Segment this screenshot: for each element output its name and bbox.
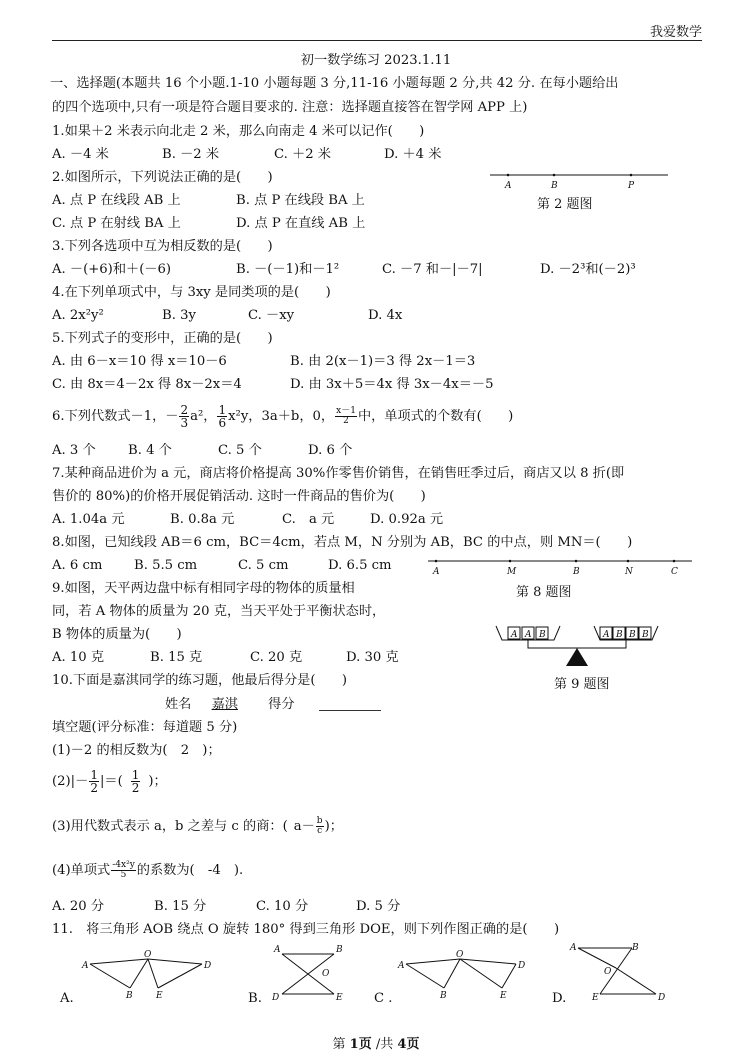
q6-option-d: D. 6 个 bbox=[308, 443, 353, 458]
q10-item2-answer: $\frac{1}{2}$ bbox=[131, 768, 140, 795]
q10-option-c: C. 10 分 bbox=[256, 899, 309, 914]
q10-item2-b: |＝( bbox=[99, 774, 123, 789]
q9-line1: 9.如图，天平两边盘中标有相同字母的物体的质量相 bbox=[52, 581, 355, 596]
q10-option-a: A. 20 分 bbox=[52, 899, 105, 914]
q2-option-d: D. 点 P 在直线 AB 上 bbox=[236, 216, 366, 231]
q11-b-label-a: A bbox=[274, 945, 281, 955]
q3-stem: 3.下列各选项中互为相反数的是( ) bbox=[52, 239, 273, 254]
q9-right-box-4-label: B bbox=[642, 630, 649, 640]
q10-score-blank bbox=[319, 698, 381, 711]
q9-right-box-2-label: B bbox=[616, 630, 623, 640]
q11-a-label-a: A bbox=[82, 961, 89, 971]
q11-d-seg bbox=[578, 948, 616, 968]
q11-b-label-o: O bbox=[322, 969, 330, 979]
q11-c-label-e: E bbox=[500, 991, 507, 1001]
q2-figure bbox=[490, 168, 670, 192]
q8-label-n: N bbox=[625, 567, 633, 577]
q9-caption: 第 9 题图 bbox=[554, 677, 610, 692]
q6-option-a: A. 3 个 bbox=[52, 443, 96, 458]
q10-item4-b: 的系数为( -4 ). bbox=[136, 863, 244, 878]
q7-option-a: A. 1.04a 元 bbox=[52, 512, 125, 527]
section-intro-line1: 一、选择题(本题共 16 个小题.1-10 小题每题 3 分,11-16 小题每题 2 分,共 42 分. 在每小题给出 bbox=[50, 76, 619, 91]
q11-d-label-e: E bbox=[592, 993, 599, 1003]
q10-option-b: B. 15 分 bbox=[154, 899, 207, 914]
q11-c-seg bbox=[406, 959, 460, 964]
q8-option-b: B. 5.5 cm bbox=[134, 558, 198, 573]
q2-stem: 2.如图所示，下列说法正确的是( ) bbox=[52, 170, 273, 185]
q9-option-d: D. 30 克 bbox=[346, 650, 399, 665]
footer-prefix: 第 bbox=[332, 1037, 350, 1052]
q7-line2: 售价的 80%)的价格开展促销活动. 这时一件商品的售价为( ) bbox=[52, 489, 426, 504]
q11-a-seg bbox=[90, 959, 148, 964]
q11-d-label-o: O bbox=[604, 967, 612, 977]
q8-label-c: C bbox=[671, 567, 678, 577]
q1-option-c: C. ＋2 米 bbox=[274, 147, 331, 162]
footer-total-prefix: /共 bbox=[371, 1037, 398, 1052]
q6-fraction-3: $\frac{x-1}{2}$ bbox=[336, 406, 356, 426]
q10-score-label: 得分 bbox=[268, 697, 295, 712]
q3-option-b: B. －(－1)和－1² bbox=[236, 262, 340, 277]
q11-c-seg bbox=[406, 964, 444, 988]
q11-a-label-e: E bbox=[156, 991, 163, 1001]
q10-item3-a: (3)用代数式表示 a，b 之差与 c 的商：( bbox=[52, 819, 288, 834]
q9-left-box-3-label: B bbox=[539, 630, 546, 640]
q10-item3-b: a－ bbox=[293, 819, 315, 834]
q1-option-b: B. －2 米 bbox=[162, 147, 220, 162]
q10-option-d: D. 5 分 bbox=[356, 899, 401, 914]
q2-option-c: C. 点 P 在射线 BA 上 bbox=[52, 216, 181, 231]
q10-item2-a: (2)|－ bbox=[52, 774, 89, 789]
q11-c-seg bbox=[460, 959, 516, 964]
header-text: 我爱数学 bbox=[649, 25, 702, 40]
q11-c-label-a: A bbox=[398, 961, 405, 971]
q9-beam bbox=[528, 640, 626, 648]
q10-item1: (1)－2 的相反数为( 2 )； bbox=[52, 743, 221, 758]
q2-point-a bbox=[507, 174, 510, 177]
q2-option-a: A. 点 P 在线段 AB 上 bbox=[52, 193, 181, 208]
q7-option-d: D. 0.92a 元 bbox=[370, 512, 444, 527]
q9-right-box-1-label: A bbox=[603, 630, 610, 640]
q5-option-c: C. 由 8x＝4－2x 得 8x－2x＝4 bbox=[52, 377, 242, 392]
footer-page-number: 1 bbox=[349, 1037, 359, 1052]
q2-label-p: P bbox=[628, 181, 635, 191]
q9-left-box-2-label: A bbox=[525, 630, 532, 640]
q11-d-label-d: D bbox=[658, 993, 666, 1003]
q11-option-c-label: C . bbox=[374, 991, 393, 1006]
q9-fulcrum bbox=[566, 648, 588, 666]
q10-item3-fraction: $\frac{b}{c}$ bbox=[316, 816, 323, 836]
q7-line1: 7.某种商品进价为 a 元，商店将价格提高 30%作零售价销售，在销售旺季过后，商店又以 8 折(即 bbox=[52, 466, 625, 481]
footer-total-unit: 页 bbox=[406, 1037, 420, 1052]
q10-fill-title: 填空题(评分标准：每道题 5 分) bbox=[52, 720, 238, 735]
q11-figure-a bbox=[82, 950, 212, 1000]
q10-item2-c: )； bbox=[148, 774, 167, 789]
q4-option-d: D. 4x bbox=[368, 308, 403, 323]
q9-line3: B 物体的质量为( ) bbox=[52, 627, 182, 642]
q2-point-p bbox=[630, 174, 633, 177]
page-header bbox=[52, 0, 702, 41]
q4-stem: 4.在下列单项式中，与 3xy 是同类项的是( ) bbox=[52, 285, 331, 300]
q3-option-c: C. －7 和－|－7| bbox=[382, 262, 483, 277]
q9-balance-figure bbox=[494, 622, 666, 672]
q3-option-a: A. －(+6)和＋(－6) bbox=[52, 262, 172, 277]
q8-point-n bbox=[627, 560, 630, 563]
q10-item4 bbox=[52, 858, 243, 884]
q8-point-b bbox=[575, 560, 578, 563]
q9-right-box-3-label: B bbox=[629, 630, 636, 640]
q9-option-b: B. 15 克 bbox=[150, 650, 203, 665]
q1-option-d: D. ＋4 米 bbox=[384, 147, 442, 162]
footer-total-pages: 4 bbox=[397, 1037, 407, 1052]
q8-option-a: A. 6 cm bbox=[52, 558, 103, 573]
q2-label-b: B bbox=[551, 181, 558, 191]
q1-stem: 1.如果＋2 米表示向北走 2 米，那么向南走 4 米可以记作( ) bbox=[52, 124, 425, 139]
q6-option-c: C. 5 个 bbox=[218, 443, 262, 458]
q10-name-label: 姓名 bbox=[165, 697, 192, 712]
q10-item4-a: (4)单项式 bbox=[52, 863, 111, 878]
q6-stem-b: a²， bbox=[190, 409, 217, 424]
q11-c-seg bbox=[444, 959, 460, 988]
q2-option-b: B. 点 P 在线段 BA 上 bbox=[236, 193, 365, 208]
q11-d-label-a: A bbox=[570, 943, 577, 953]
q6-stem-a: 6.下列代数式－1，－ bbox=[52, 409, 179, 424]
q11-b-label-e: E bbox=[336, 993, 343, 1003]
q5-option-b: B. 由 2(x－1)＝3 得 2x－1＝3 bbox=[290, 354, 476, 369]
q5-option-d: D. 由 3x＋5＝4x 得 3x－4x＝－5 bbox=[290, 377, 494, 392]
q11-b-label-d: D bbox=[272, 993, 280, 1003]
q11-c-label-o: O bbox=[456, 950, 464, 960]
q11-option-d-label: D. bbox=[552, 991, 567, 1006]
q11-option-a-label: A. bbox=[60, 991, 74, 1006]
page-footer bbox=[0, 1036, 752, 1054]
q11-a-seg bbox=[148, 959, 202, 964]
q4-option-b: B. 3y bbox=[162, 308, 196, 323]
q4-option-c: C. －xy bbox=[248, 308, 295, 323]
q8-label-m: M bbox=[507, 567, 517, 577]
q8-stem: 8.如图，已知线段 AB＝6 cm，BC＝4cm，若点 M，N 分别为 AB，BC 的中点，则 MN＝( ) bbox=[52, 535, 633, 550]
q11-c-label-d: D bbox=[518, 961, 526, 971]
q1-option-a: A. －4 米 bbox=[52, 147, 109, 162]
q11-a-label-d: D bbox=[204, 961, 212, 971]
q11-c-seg bbox=[460, 959, 502, 988]
q11-a-seg bbox=[130, 959, 148, 988]
q2-label-a: A bbox=[505, 181, 512, 191]
q8-point-a bbox=[435, 560, 438, 563]
q8-figure bbox=[428, 556, 693, 578]
q11-figure-d bbox=[570, 940, 670, 1002]
q8-point-c bbox=[673, 560, 676, 563]
q10-item4-fraction: $\frac{\text{-4x²y}}{5}$ bbox=[112, 860, 135, 880]
q9-option-a: A. 10 克 bbox=[52, 650, 105, 665]
q8-option-d: D. 6.5 cm bbox=[328, 558, 392, 573]
q11-option-b-label: B. bbox=[248, 991, 262, 1006]
q11-d-label-b: B bbox=[632, 943, 639, 953]
q8-label-b: B bbox=[573, 567, 580, 577]
q10-item3 bbox=[52, 814, 343, 840]
q11-c-seg bbox=[502, 964, 516, 988]
q6-fraction-1: $\frac{2}{3}$ bbox=[180, 403, 189, 430]
q10-stem: 10.下面是嘉淇同学的练习题，他最后得分是( ) bbox=[52, 673, 348, 688]
q10-item2-fraction: $\frac{1}{2}$ bbox=[90, 768, 98, 795]
q10-name-value: 嘉淇 bbox=[211, 697, 238, 712]
q11-b-label-b: B bbox=[336, 945, 343, 955]
q7-option-c: C. a 元 bbox=[282, 512, 335, 527]
q5-option-a: A. 由 6－x＝10 得 x＝10－6 bbox=[52, 354, 227, 369]
footer-page-unit: 页 bbox=[358, 1037, 372, 1052]
q11-a-seg bbox=[90, 964, 130, 988]
q6-stem-d: 中，单项式的个数有( ) bbox=[357, 409, 514, 424]
page-title: 初一数学练习 2023.1.11 bbox=[300, 53, 452, 68]
q8-option-c: C. 5 cm bbox=[238, 558, 289, 573]
q11-c-label-b: B bbox=[440, 991, 447, 1001]
q11-a-label-o: O bbox=[144, 950, 152, 960]
q11-a-seg bbox=[148, 959, 158, 988]
q10-name-row bbox=[165, 696, 381, 714]
q11-d-seg bbox=[616, 968, 656, 994]
q10-item3-c: )； bbox=[324, 819, 343, 834]
q11-figure-b bbox=[268, 942, 358, 1002]
q3-option-d: D. －2³和(－2)³ bbox=[540, 262, 636, 277]
q9-left-box-1-label: A bbox=[511, 630, 518, 640]
q6-stem-c: x²y，3a＋b，0， bbox=[228, 409, 335, 424]
q9-option-c: C. 20 克 bbox=[250, 650, 303, 665]
q9-line2: 同，若 A 物体的质量为 20 克，当天平处于平衡状态时， bbox=[52, 604, 386, 619]
q10-item2 bbox=[52, 768, 167, 796]
q4-option-a: A. 2x²y² bbox=[52, 308, 104, 323]
q11-a-seg bbox=[158, 964, 202, 988]
q8-label-a: A bbox=[433, 567, 440, 577]
q11-a-label-b: B bbox=[126, 991, 133, 1001]
q6-stem bbox=[52, 404, 513, 430]
q8-point-m bbox=[509, 560, 512, 563]
q5-stem: 5.下列式子的变形中，正确的是( ) bbox=[52, 331, 273, 346]
q6-option-b: B. 4 个 bbox=[128, 443, 172, 458]
q7-option-b: B. 0.8a 元 bbox=[170, 512, 235, 527]
section-intro-line2: 的四个选项中,只有一项是符合题目要求的. 注意：选择题直接答在智学网 APP 上) bbox=[52, 100, 528, 115]
q6-fraction-2: $\frac{1}{6}$ bbox=[218, 403, 227, 430]
q8-caption: 第 8 题图 bbox=[516, 585, 572, 600]
q2-caption: 第 2 题图 bbox=[537, 197, 593, 212]
q2-point-b bbox=[553, 174, 556, 177]
q11-stem: 11. 将三角形 AOB 绕点 O 旋转 180° 得到三角形 DOE，则下列作图正确的是( ) bbox=[52, 922, 560, 937]
q11-figure-c bbox=[398, 950, 533, 1000]
